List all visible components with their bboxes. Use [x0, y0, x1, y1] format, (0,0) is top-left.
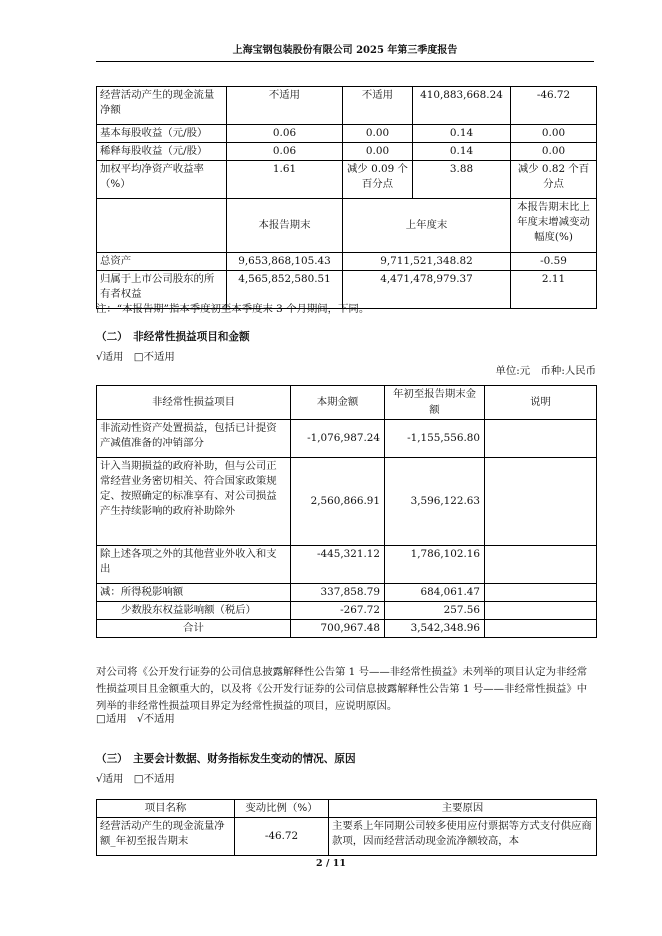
- cell: 0.00: [343, 125, 413, 143]
- column-header: 本期金额: [291, 386, 385, 420]
- row-label: 非流动性资产处置损益，包括已计提资产减值准备的冲销部分: [97, 420, 291, 458]
- cell: 2.11: [511, 271, 597, 309]
- cell: 4,471,478,979.37: [343, 271, 511, 309]
- table-row: [97, 584, 597, 602]
- cell: 9,653,868,105.43: [227, 253, 343, 271]
- cell: 3.88: [413, 161, 511, 199]
- row-label: 归属于上市公司股东的所有者权益: [97, 271, 227, 309]
- section-heading: （二） 非经常性损益项目和金额: [96, 331, 250, 343]
- cell: -1,155,556.80: [385, 420, 485, 458]
- row-label: 加权平均净资产收益率（%）: [97, 161, 227, 199]
- section-heading: （三） 主要会计数据、财务指标发生变动的情况、原因: [96, 753, 356, 765]
- cell: 0.00: [511, 125, 597, 143]
- applicable-flag: √适用 □不适用: [96, 773, 175, 785]
- cell: [485, 584, 597, 602]
- row-label: 少数股东权益影响额（税后）: [97, 602, 291, 620]
- cell: 0.14: [413, 125, 511, 143]
- row-label: 除上述各项之外的其他营业外收入和支出: [97, 546, 291, 584]
- cell: -1,076,987.24: [291, 420, 385, 458]
- non-recurring-table: [96, 385, 597, 638]
- row-label: 稀释每股收益（元/股）: [97, 143, 227, 161]
- table-row: [97, 143, 597, 161]
- cell: 0.06: [227, 143, 343, 161]
- table-row: [97, 161, 597, 199]
- cell: 3,596,122.63: [385, 458, 485, 546]
- table-row: [97, 87, 597, 125]
- table-row: [97, 620, 597, 638]
- row-label: 减：所得税影响额: [97, 584, 291, 602]
- explanation-paragraph: 对公司将《公开发行证券的公司信息披露解释性公告第 1 号——非经常性损益》未列举的项目认定为非经常性损益项目且金额重大的，以及将《公开发行证券的公司信息披露解释性公告第 1 号——非经常性损益》中列举的非经常性损益项目界定为经常性损益的项目，应说明原因。: [96, 666, 588, 712]
- cell: 不适用: [343, 87, 413, 125]
- cell: -46.72: [511, 87, 597, 125]
- unit-label: 单位:元 币种:人民币: [495, 365, 596, 377]
- row-label: 合计: [97, 620, 291, 638]
- changes-table: [96, 799, 597, 856]
- table-row: [97, 818, 597, 856]
- cell: 不适用: [227, 87, 343, 125]
- cell: 4,565,852,580.51: [227, 271, 343, 309]
- column-header: 变动比例（%）: [235, 800, 329, 818]
- cell: 减少 0.09 个百分点: [343, 161, 413, 199]
- row-label: 基本每股收益（元/股）: [97, 125, 227, 143]
- cell: [485, 602, 597, 620]
- column-header: 年初至报告期末金额: [385, 386, 485, 420]
- table-header-row: [97, 800, 597, 818]
- cell: 0.00: [343, 143, 413, 161]
- row-label: 计入当期损益的政府补助，但与公司正常经营业务密切相关、符合国家政策规定、按照确定的标准享有、对公司损益产生持续影响的政府补助除外: [97, 458, 291, 546]
- table-row: [97, 546, 597, 584]
- table-row: [97, 458, 597, 546]
- cell: -267.72: [291, 602, 385, 620]
- cell: [485, 546, 597, 584]
- cell: 684,061.47: [385, 584, 485, 602]
- table-header-row: [97, 199, 597, 253]
- table-row: [97, 420, 597, 458]
- cell: 0.06: [227, 125, 343, 143]
- column-header: 非经常性损益项目: [97, 386, 291, 420]
- table-note: 注：“本报告期”指本季度初至本季度末 3 个月期间，下同。: [96, 303, 370, 315]
- cell: [485, 458, 597, 546]
- key-financial-table: [96, 86, 597, 309]
- empty-cell: [97, 199, 227, 253]
- cell: 257.56: [385, 602, 485, 620]
- cell: 0.00: [511, 143, 597, 161]
- cell: 1.61: [227, 161, 343, 199]
- table-header-row: [97, 386, 597, 420]
- row-label: 经营活动产生的现金流量净额: [97, 87, 227, 125]
- cell: 主要系上年同期公司较多使用应付票据等方式支付供应商款项，因而经营活动现金流净额较高，本: [329, 818, 597, 856]
- cell: 410,883,668.24: [413, 87, 511, 125]
- cell: -0.59: [511, 253, 597, 271]
- cell: 700,967.48: [291, 620, 385, 638]
- column-header: 本报告期末比上年度末增减变动幅度(%): [511, 199, 597, 253]
- cell: -445,321.12: [291, 546, 385, 584]
- cell: 9,711,521,348.82: [343, 253, 511, 271]
- column-header: 主要原因: [329, 800, 597, 818]
- column-header: 项目名称: [97, 800, 235, 818]
- applicable-flag: √适用 □不适用: [96, 351, 175, 363]
- column-header: 说明: [485, 386, 597, 420]
- applicable-flag: □适用 √不适用: [96, 713, 175, 725]
- cell: 1,786,102.16: [385, 546, 485, 584]
- column-header: 本报告期末: [227, 199, 343, 253]
- row-label: 总资产: [97, 253, 227, 271]
- table-row: [97, 125, 597, 143]
- cell: [485, 620, 597, 638]
- column-header: 上年度末: [343, 199, 511, 253]
- cell: -46.72: [235, 818, 329, 856]
- cell: [485, 420, 597, 458]
- cell: 3,542,348.96: [385, 620, 485, 638]
- cell: 2,560,866.91: [291, 458, 385, 546]
- cell: 337,858.79: [291, 584, 385, 602]
- page-number: 2 / 11: [316, 858, 346, 869]
- cell: 0.14: [413, 143, 511, 161]
- cell: 减少 0.82 个百分点: [511, 161, 597, 199]
- page-header: 上海宝钢包装股份有限公司 2025 年第三季度报告: [96, 44, 594, 62]
- row-label: 经营活动产生的现金流量净额_年初至报告期末: [97, 818, 235, 856]
- table-row: [97, 253, 597, 271]
- table-row: [97, 602, 597, 620]
